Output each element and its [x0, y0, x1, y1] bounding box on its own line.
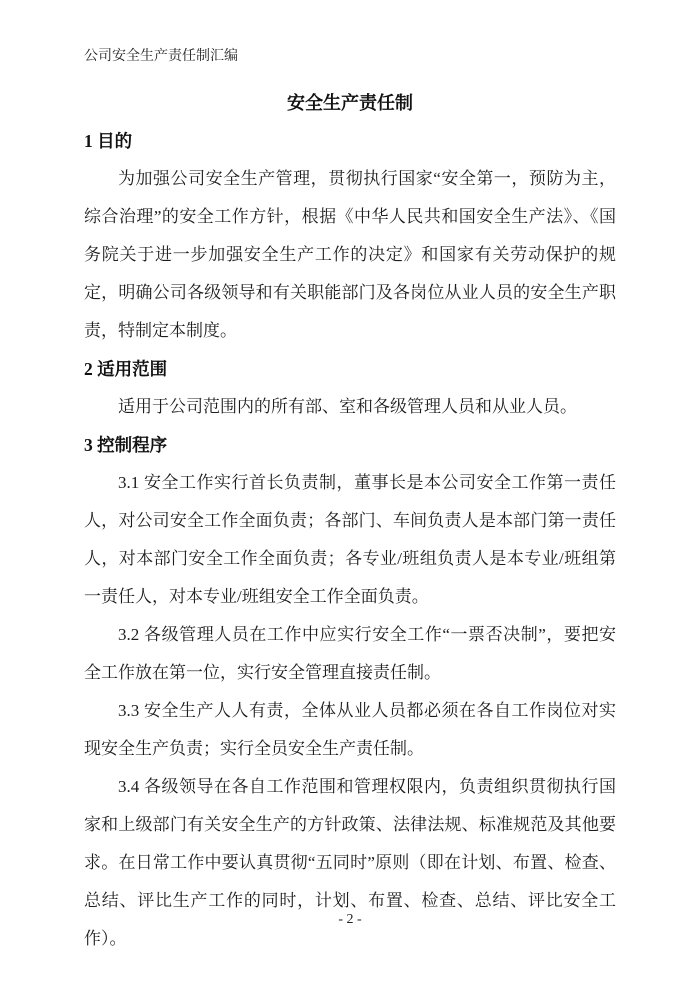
paragraph: 为加强公司安全生产管理，贯彻执行国家“安全第一，预防为主，综合治理”的安全工作方针，根据《中华人民共和国安全生产法》、《国务院关于进一步加强安全生产工作的决定》和国家有关劳动保护的规定，明确公司各级领导和有关职能部门及各岗位从业人员的安全生产职责，特制定本制度。: [84, 169, 616, 340]
section-heading-scope: 2 适用范围: [84, 359, 168, 379]
page-number: - 2 -: [338, 912, 362, 927]
section-purpose: [84, 122, 616, 350]
paragraph: 3.1 安全工作实行首长负责制，董事长是本公司安全工作第一责任人，对公司安全工作全面负责；各部门、车间负责人是本部门第一责任人，对本部门安全工作全面负责；各专业/班组负责人是本专业/班组第一责任人，对本专业/班组安全工作全面负责。: [84, 473, 616, 606]
document-title: 安全生产责任制: [287, 93, 413, 113]
section-heading-control-procedure: 3 控制程序: [84, 435, 168, 455]
paragraph: 3.3 安全生产人人有责，全体从业人员都必须在各自工作岗位对实现安全生产负责；实行全员安全生产责任制。: [84, 701, 616, 758]
section-control-procedure: [84, 426, 616, 958]
paragraph: 3.4 各级领导在各自工作范围和管理权限内，负责组织贯彻执行国家和上级部门有关安全生产的方针政策、法律法规、标准规范及其他要求。在日常工作中要认真贯彻“五同时”原则（即在计划、布置、检查、总结、评比生产工作的同时，计划、布置、检查、总结、评比安全工作）。: [84, 777, 616, 948]
document-header-text: 公司安全生产责任制汇编: [84, 49, 238, 64]
paragraph: 适用于公司范围内的所有部、室和各级管理人员和从业人员。: [118, 397, 577, 416]
paragraph: 3.2 各级管理人员在工作中应实行安全工作“一票否决制”，要把安全工作放在第一位，实行安全管理直接责任制。: [84, 625, 616, 682]
section-heading-purpose: 1 目的: [84, 131, 133, 151]
section-scope: [84, 350, 616, 426]
